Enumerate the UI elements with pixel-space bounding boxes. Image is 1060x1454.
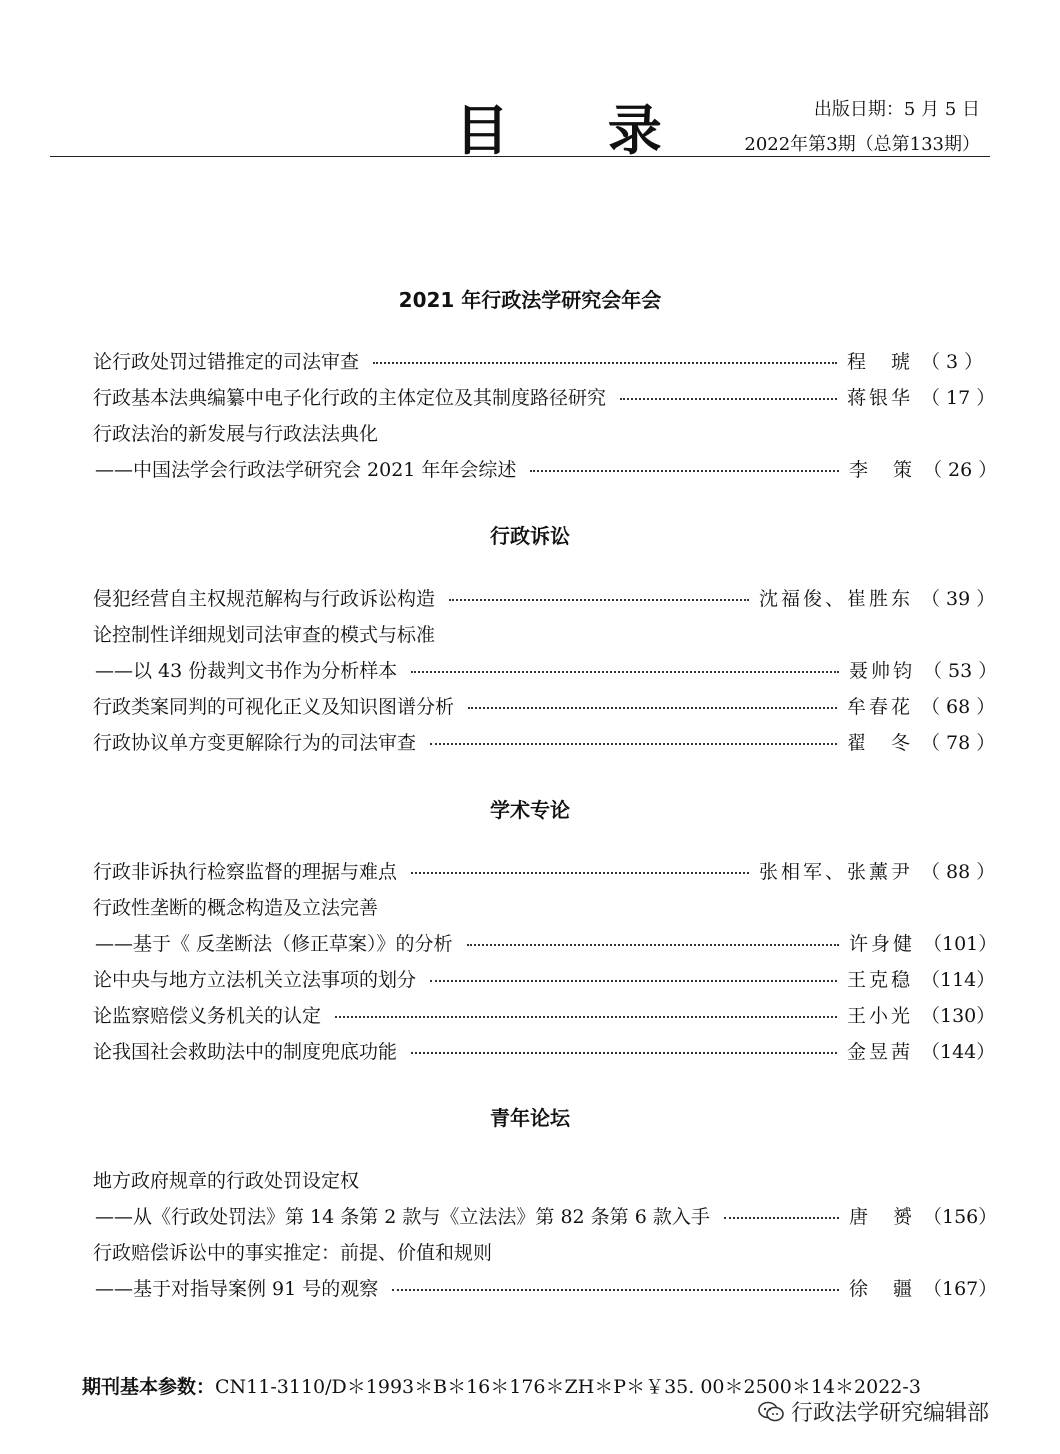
- toc-entry-heading[interactable]: [93, 619, 983, 647]
- entry-subtitle: ——基于《 反垄断法（修正草案）》的分析: [95, 932, 453, 955]
- entry-page: （101）: [923, 932, 998, 955]
- entry-page: （ 17 ）: [921, 386, 996, 409]
- entry-title: 行政基本法典编纂中电子化行政的主体定位及其制度路径研究: [93, 386, 607, 409]
- entry-title: 论中央与地方立法机关立法事项的划分: [93, 968, 417, 991]
- toc-entry[interactable]: [93, 583, 996, 611]
- toc-entry[interactable]: [93, 964, 996, 992]
- toc-entry-heading[interactable]: [93, 1165, 983, 1193]
- toc-entry-subtitle[interactable]: [95, 1201, 998, 1229]
- entry-author: 唐 赟: [848, 1205, 915, 1228]
- entry-page: （ 39 ）: [921, 587, 996, 610]
- leader-dots: [620, 398, 837, 400]
- entry-author: 金昱茜: [846, 1040, 913, 1063]
- entry-author: 李 策: [848, 458, 915, 481]
- entry-subtitle: ——基于对指导案例 91 号的观察: [95, 1277, 379, 1300]
- entry-title: 行政类案同判的可视化正义及知识图谱分析: [93, 695, 455, 718]
- entry-author: 徐 疆: [848, 1277, 915, 1300]
- entry-page: （ 68 ）: [921, 695, 996, 718]
- entry-author: 王克稳: [846, 968, 913, 991]
- entry-page: （144）: [921, 1040, 996, 1063]
- entry-page: （ 26 ）: [923, 458, 998, 481]
- toc-entry-heading[interactable]: [93, 418, 983, 446]
- entry-title: 行政非诉执行检察监督的理据与难点: [93, 860, 398, 883]
- entry-author: 聂帅钧: [848, 659, 915, 682]
- toc-entry-subtitle[interactable]: [95, 454, 998, 482]
- entry-title: 论行政处罚过错推定的司法审查: [93, 350, 360, 373]
- entry-subtitle: ——从《行政处罚法》第 14 条第 2 款与《立法法》第 82 条第 6 款入手: [95, 1205, 710, 1228]
- toc-entry-subtitle[interactable]: [95, 655, 998, 683]
- leader-dots: [449, 599, 749, 601]
- entry-author: 许身健: [848, 932, 915, 955]
- journal-parameters-label: 期刊基本参数：: [82, 1376, 216, 1398]
- entry-page: （167）: [923, 1277, 998, 1300]
- toc-entry-subtitle[interactable]: [95, 928, 998, 956]
- entry-page: （156）: [923, 1205, 998, 1228]
- entry-author: 牟春花: [846, 695, 913, 718]
- journal-parameters: [82, 1372, 921, 1399]
- section-title-annual-meeting: 2021 年行政法学研究会年会: [398, 288, 662, 312]
- entry-title: 行政法治的新发展与行政法法典化: [93, 422, 379, 445]
- entry-page: （ 53 ）: [923, 659, 998, 682]
- publication-date: 出版日期：5 月 5 日: [813, 99, 980, 120]
- leader-dots: [392, 1289, 839, 1291]
- header-divider: [50, 156, 990, 157]
- section-title-youth-forum: 青年论坛: [490, 1106, 570, 1130]
- entry-author: 沈福俊、崔胜东: [758, 587, 913, 610]
- entry-title: 侵犯经营自主权规范解构与行政诉讼构造: [93, 587, 436, 610]
- toc-entry-heading[interactable]: [93, 892, 983, 920]
- entry-title: 地方政府规章的行政处罚设定权: [93, 1169, 360, 1192]
- entry-author: 张相军、张薰尹: [758, 860, 913, 883]
- toc-entry-heading[interactable]: [93, 1237, 983, 1265]
- toc-entry-subtitle[interactable]: [95, 1273, 998, 1301]
- section-title-academic-monographs: 学术专论: [490, 798, 570, 822]
- entry-title: 行政协议单方变更解除行为的司法审查: [93, 731, 417, 754]
- watermark: [757, 1396, 989, 1427]
- leader-dots: [335, 1016, 837, 1018]
- entry-title: 行政性垄断的概念构造及立法完善: [93, 896, 379, 919]
- toc-entry[interactable]: [93, 727, 996, 755]
- journal-parameters-value: CN11-3110/D＊1993＊B＊16＊176＊ZH＊P＊￥35. 00＊2500＊14＊2022-3: [215, 1376, 921, 1398]
- entry-page: （ 88 ）: [921, 860, 996, 883]
- leader-dots: [724, 1217, 839, 1219]
- leader-dots: [468, 707, 837, 709]
- leader-dots: [411, 671, 839, 673]
- leader-dots: [430, 743, 837, 745]
- toc-entry[interactable]: [93, 346, 983, 374]
- entry-subtitle: ——中国法学会行政法学研究会 2021 年年会综述: [95, 458, 517, 481]
- entry-title: 行政赔偿诉讼中的事实推定：前提、价值和规则: [93, 1241, 493, 1264]
- entry-title: 论控制性详细规划司法审查的模式与标准: [93, 623, 436, 646]
- entry-subtitle: ——以 43 份裁判文书作为分析样本: [95, 659, 398, 682]
- leader-dots: [467, 944, 839, 946]
- toc-entry[interactable]: [93, 382, 996, 410]
- entry-page: （130）: [921, 1004, 996, 1027]
- issue-number: 2022年第3期（总第133期）: [744, 134, 980, 155]
- section-title-administrative-litigation: 行政诉讼: [490, 524, 570, 548]
- leader-dots: [411, 872, 749, 874]
- wechat-icon: [757, 1400, 785, 1424]
- entry-author: 王小光: [846, 1004, 913, 1027]
- leader-dots: [373, 362, 837, 364]
- entry-author: 翟 冬: [846, 731, 913, 754]
- page-title: 目 录: [455, 99, 702, 162]
- entry-page: （114）: [921, 968, 996, 991]
- entry-title: 论我国社会救助法中的制度兜底功能: [93, 1040, 398, 1063]
- watermark-text: 行政法学研究编辑部: [791, 1401, 990, 1426]
- leader-dots: [411, 1052, 837, 1054]
- entry-page: （ 3 ）: [921, 350, 984, 373]
- entry-author: 程 琥: [846, 350, 913, 373]
- entry-author: 蒋银华: [846, 386, 913, 409]
- leader-dots: [530, 470, 839, 472]
- entry-title: 论监察赔偿义务机关的认定: [93, 1004, 322, 1027]
- toc-entry[interactable]: [93, 691, 996, 719]
- leader-dots: [430, 980, 837, 982]
- toc-entry[interactable]: [93, 856, 996, 884]
- entry-page: （ 78 ）: [921, 731, 996, 754]
- toc-entry[interactable]: [93, 1036, 996, 1064]
- toc-entry[interactable]: [93, 1000, 996, 1028]
